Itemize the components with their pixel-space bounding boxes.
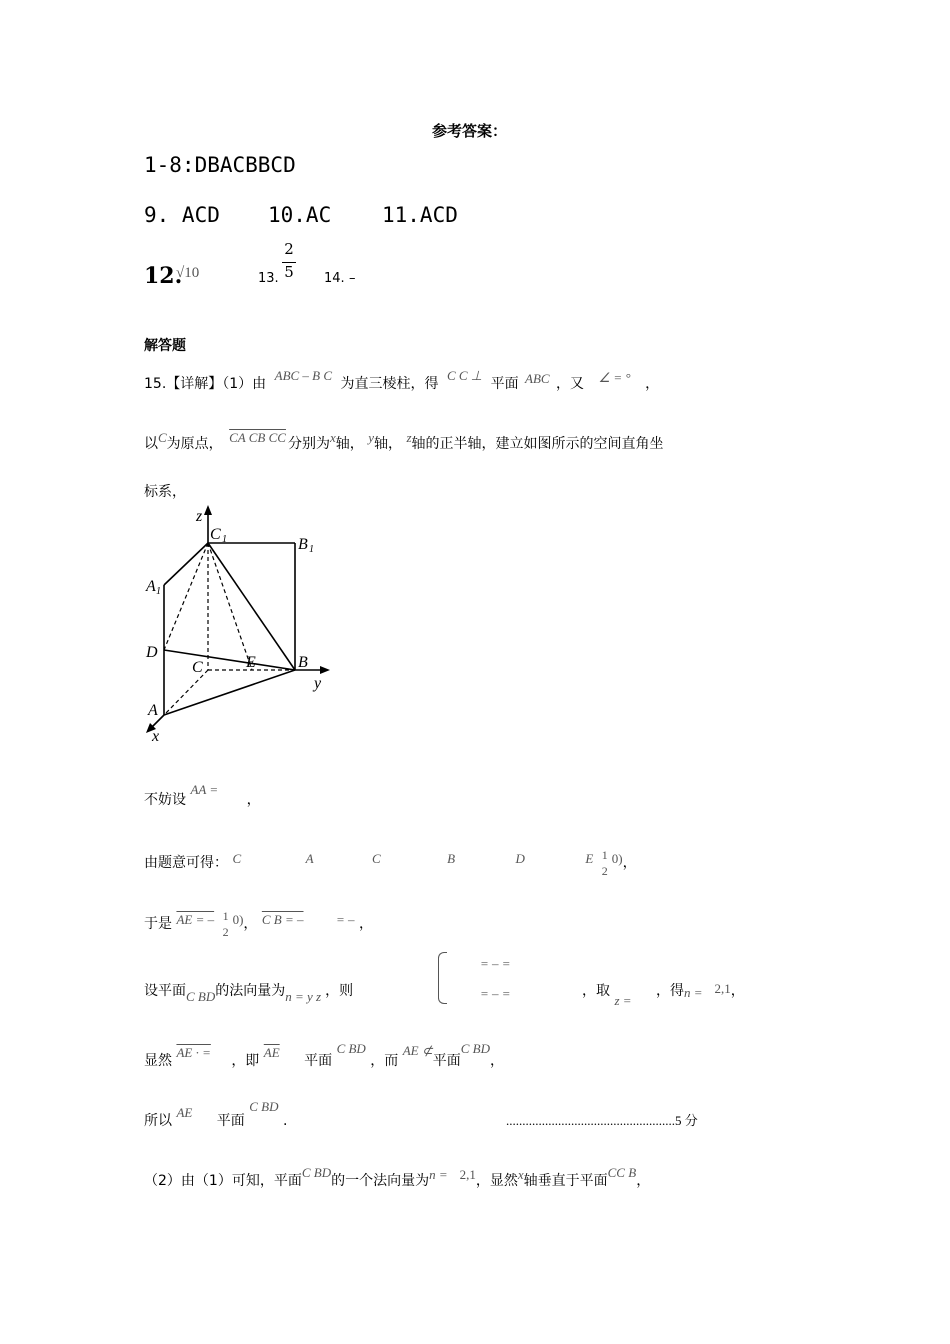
math: E bbox=[585, 851, 594, 866]
p15-line7-tail bbox=[582, 980, 745, 1008]
math: C BD bbox=[460, 1041, 490, 1056]
math: ABC – B C bbox=[274, 368, 333, 383]
text: 不妨设 bbox=[144, 792, 186, 808]
label-c: C bbox=[192, 659, 203, 676]
edge-d-b bbox=[164, 650, 295, 670]
mc-answer-10: 10.AC bbox=[268, 203, 332, 227]
math: C C ⊥ bbox=[446, 368, 483, 383]
equation-system-row1: = – = bbox=[480, 956, 511, 971]
text: 15.【详解】（1）由 bbox=[144, 376, 267, 392]
text: ，得 bbox=[656, 983, 684, 999]
math: x bbox=[329, 430, 336, 445]
answer-13-fraction bbox=[282, 240, 296, 281]
math: x bbox=[517, 1167, 524, 1182]
math: 0) bbox=[232, 912, 244, 927]
vector-math: $\overline{AE}$ bbox=[263, 1045, 280, 1060]
text: 于是 bbox=[144, 916, 172, 932]
edge-a-b bbox=[164, 670, 295, 715]
math: CC B bbox=[607, 1165, 637, 1180]
answer-12-value: √10 bbox=[176, 265, 200, 281]
text: 的一个法向量为 bbox=[331, 1173, 430, 1189]
math: = – bbox=[335, 912, 355, 927]
math: ∠ = ° bbox=[598, 370, 631, 385]
text: 轴垂直于平面 bbox=[523, 1173, 608, 1189]
text: ， bbox=[645, 376, 660, 392]
p15-line1 bbox=[144, 368, 660, 393]
equation-brace bbox=[438, 952, 447, 1004]
text: ， bbox=[358, 916, 373, 932]
edge-c1-d-dashed bbox=[164, 543, 208, 650]
page-title: 参考答案： bbox=[432, 122, 508, 140]
label-d: D bbox=[146, 644, 158, 661]
math: z bbox=[406, 430, 412, 445]
math: n = y z bbox=[285, 989, 322, 1004]
p15-line9 bbox=[144, 1099, 288, 1130]
text: 平面 bbox=[304, 1053, 333, 1069]
p15-line5 bbox=[144, 847, 637, 879]
answer-13-label: 13. bbox=[258, 271, 279, 286]
text: ，而 bbox=[370, 1053, 399, 1069]
text: 轴的正半轴，建立如图所示的空间直角坐 bbox=[411, 436, 664, 452]
text: 所以 bbox=[144, 1113, 172, 1129]
text: 的法向量为 bbox=[215, 983, 286, 999]
label-a: A bbox=[148, 702, 158, 719]
text: ， bbox=[243, 916, 258, 932]
text: 为原点， bbox=[166, 436, 223, 452]
math: C BD bbox=[249, 1099, 279, 1114]
label-e: E bbox=[246, 654, 256, 671]
label-y: y bbox=[314, 675, 322, 692]
math: 2,1 bbox=[714, 981, 731, 996]
p15-line10 bbox=[144, 1165, 651, 1190]
text: ，取 bbox=[582, 983, 610, 999]
label-b: B bbox=[298, 654, 308, 671]
p15-line4 bbox=[144, 782, 261, 809]
p15-line6 bbox=[144, 908, 373, 940]
numerator: 1 bbox=[222, 909, 229, 923]
text: ，又 bbox=[556, 376, 585, 392]
label-a1: A bbox=[146, 578, 156, 595]
text: ， bbox=[636, 1173, 651, 1189]
text: 以 bbox=[144, 436, 158, 452]
p15-line8 bbox=[144, 1041, 504, 1070]
mc-answer-9: 9. ACD bbox=[144, 203, 220, 227]
math: B bbox=[447, 851, 456, 866]
text: 平面 bbox=[432, 1053, 461, 1069]
math: y bbox=[368, 430, 374, 445]
label-c1-sub: 1 bbox=[222, 534, 227, 545]
edge-c1-b bbox=[208, 543, 295, 670]
answer-12-label: 12. bbox=[144, 263, 183, 289]
text: ， bbox=[730, 983, 745, 999]
label-x: x bbox=[152, 728, 160, 745]
score-note: ....................................................5 分 bbox=[506, 1113, 698, 1128]
math: 2,1 bbox=[459, 1167, 476, 1182]
vector-math: CA CB CC bbox=[229, 430, 286, 445]
answer-13-denominator: 5 bbox=[284, 263, 294, 281]
math: n = bbox=[684, 985, 703, 1000]
math: C bbox=[371, 851, 381, 866]
text: ， bbox=[490, 1053, 504, 1069]
label-b1: B bbox=[298, 536, 308, 553]
text: 平面 bbox=[216, 1113, 245, 1129]
text: ，显然 bbox=[475, 1173, 518, 1189]
label-a1-sub: 1 bbox=[156, 586, 161, 597]
math: C bbox=[158, 430, 167, 445]
vector-math: C B = – bbox=[261, 912, 304, 927]
p15-line2 bbox=[144, 430, 664, 453]
math: AE ⊄ bbox=[402, 1043, 433, 1058]
label-z: z bbox=[196, 508, 203, 525]
math: C bbox=[232, 851, 242, 866]
z-arrow bbox=[204, 505, 212, 515]
text: 显然 bbox=[144, 1053, 172, 1069]
text: ， bbox=[622, 855, 637, 871]
fraction bbox=[223, 908, 229, 940]
math: AE bbox=[176, 1105, 193, 1120]
section-heading: 解答题 bbox=[144, 338, 186, 354]
text: 平面 bbox=[490, 376, 519, 392]
denominator: 2 bbox=[222, 925, 229, 939]
math: 0) bbox=[611, 851, 623, 866]
answer-13-numerator: 2 bbox=[284, 240, 294, 258]
equation-system-row2: = – = bbox=[480, 986, 511, 1001]
denominator: 2 bbox=[601, 864, 608, 878]
text: ，即 bbox=[231, 1053, 260, 1069]
fraction bbox=[602, 847, 608, 879]
text: 轴， bbox=[335, 436, 364, 452]
math: n = bbox=[429, 1167, 448, 1182]
numerator: 1 bbox=[601, 848, 608, 862]
math: C BD bbox=[186, 989, 216, 1004]
p15-line7 bbox=[144, 980, 354, 1004]
text: 分别为 bbox=[287, 436, 330, 452]
text: ，则 bbox=[325, 983, 354, 999]
mc-answer-11: 11.ACD bbox=[382, 203, 458, 227]
mc-answers-1-8: 1-8:DBACBBCD bbox=[144, 153, 296, 177]
label-b1-sub: 1 bbox=[309, 544, 314, 555]
prism-figure bbox=[140, 505, 340, 745]
math: ABC bbox=[525, 371, 550, 386]
vector-math: AE · = bbox=[176, 1045, 211, 1060]
text: 由题意可得： bbox=[144, 855, 228, 871]
math: C BD bbox=[336, 1041, 366, 1056]
math: C BD bbox=[301, 1165, 332, 1180]
text: 设平面 bbox=[144, 983, 186, 999]
text: ， bbox=[246, 792, 261, 808]
math: z = bbox=[614, 993, 632, 1008]
math: A bbox=[305, 851, 314, 866]
answer-14-label: 14. bbox=[324, 271, 345, 286]
text: 为直三棱柱，得 bbox=[340, 376, 439, 392]
y-arrow bbox=[320, 666, 330, 674]
answer-14-value: – bbox=[349, 271, 356, 286]
text: （2）由（1）可知，平面 bbox=[144, 1173, 302, 1189]
math: D bbox=[515, 851, 525, 866]
label-c1: C bbox=[210, 526, 221, 543]
math: AA = bbox=[190, 782, 219, 797]
vector-math: AE = – bbox=[176, 912, 215, 927]
text: . bbox=[282, 1113, 288, 1129]
edge-c1-e-dashed bbox=[208, 543, 252, 670]
text: 轴， bbox=[373, 436, 402, 452]
p15-line3: 标系， bbox=[144, 484, 186, 500]
